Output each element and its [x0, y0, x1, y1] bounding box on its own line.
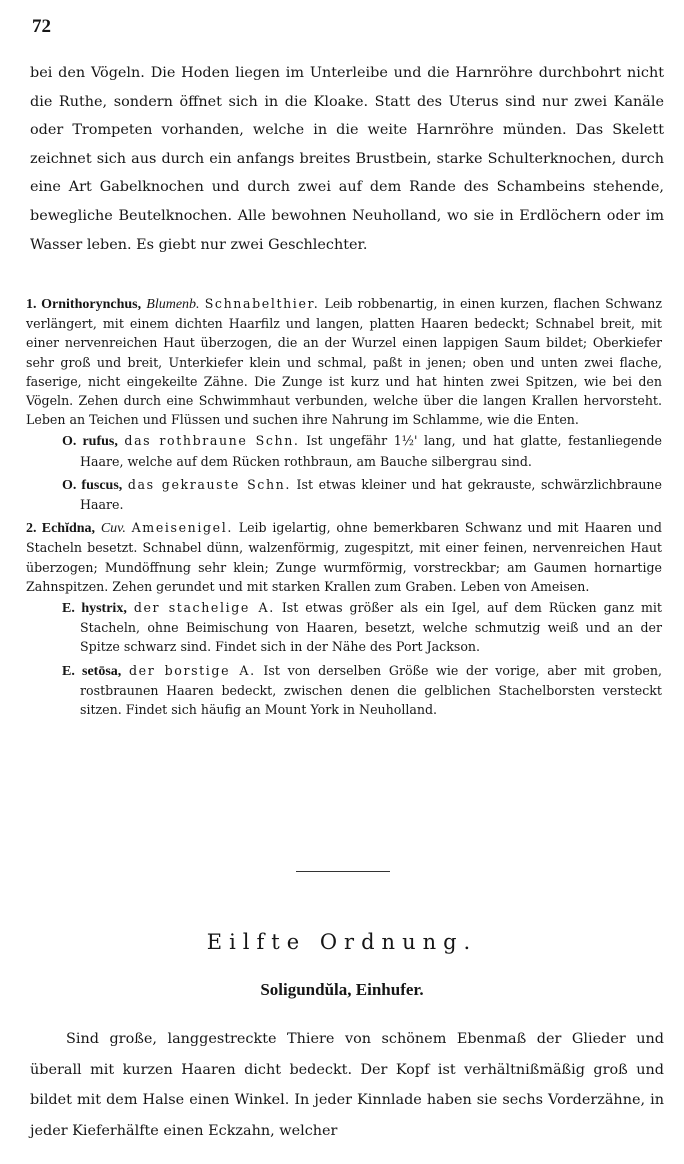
entry-description: Leib robbenartig, in einen kurzen, flachen Schwanz verlängert, mit einem dichten Haarfilz und langen, platten Haaren bedeckt; Schnabel breit, mit einer nervenreichen Haut überzogen, die an der Wurzel einen lappigen Saum bildet; Oberkiefer sehr groß und breit, Unterkiefer klein und schmal, paßt in jenen; oben und unten zwei flache, faserige, nicht eingekeilte Zähne. Die Zunge ist kurz und hat hinten zwei Spitzen, wie bei den Vögeln. Zehen durch eine Schwimmhaut verbunden, welche über die langen Krallen hervorsteht. Leben an Teichen und Flüssen und suchen ihre Nahrung im Schlamme, wie die Enten.	[26, 296, 662, 428]
entry-latin-name: E. hystrix,	[62, 601, 127, 617]
entry-description: Ist etwas größer als ein Igel, auf dem Rücken ganz mit Stacheln, ohne Beimischung von Haaren, besetzt, welche schmutzig weiß und an der Spitze schwarz sind. Findet sich in der Nähe des Port Jackson.	[80, 600, 662, 655]
entry-echidna	[26, 518, 662, 596]
entry-latin-name: 2. Echĭdna,	[26, 521, 96, 537]
entry-description: Ist etwas kleiner und hat gekrauste, schwärzlichbraune Haare.	[80, 476, 663, 513]
entry-latin-name: O. fuscus,	[62, 477, 123, 493]
entry-german-name: Ameisenigel.	[131, 520, 233, 536]
entry-description: Ist von derselben Größe wie der vorige, aber mit groben, rostbraunen Haaren bedeckt, zwischen denen die gelblichen Stachelborsten versteckt sitzen. Findet sich häufig an Mount York in Neuholland.	[80, 662, 662, 718]
entry-latin-name: O. rufus,	[62, 434, 118, 450]
entry-german-name: der stachelige A.	[133, 600, 275, 616]
entry-e-hystrix	[26, 598, 662, 657]
entry-description: Ist ungefähr 1½' lang, und hat glatte, festanliegende Haare, welche auf dem Rücken rothbraun, am Bauche silbergrau sind.	[80, 433, 662, 469]
family-latin-name: Soligundŭla,	[260, 980, 352, 999]
entry-ornithorynchus	[26, 294, 662, 429]
entry-latin-name: E. setōsa,	[62, 663, 122, 679]
family-heading	[0, 980, 684, 1000]
entry-german-name: der borstige A.	[128, 662, 256, 678]
entry-author: Blumenb.	[146, 297, 200, 312]
section-divider	[296, 871, 390, 872]
entry-description: Leib igelartig, ohne bemerkbaren Schwanz und mit Haaren und Stacheln besetzt. Schnabel dünn, walzenförmig, zugespitzt, mit einer feinen, nervenreichen Haut überzogen; Mundöffnung sehr klein; Zunge wurmförmig, vorstreckbar; am Gaumen hornartige Zahnspitzen. Zehen gerundet und mit starken Krallen zum Graben. Leben von Ameisen.	[26, 520, 662, 594]
entry-o-rufus	[26, 431, 662, 470]
order-heading: Eilfte Ordnung.	[206, 930, 478, 954]
entry-german-name: Schnabelthier.	[204, 296, 320, 311]
intro-paragraph: bei den Vögeln. Die Hoden liegen im Unterleibe und die Harnröhre durchbohrt nicht die Ruthe, sondern öffnet sich in die Kloake. Statt des Uterus sind nur zwei Kanäle oder Trompeten vorhanden, welche in die weite Harnröhre münden. Das Skelett zeichnet sich aus durch ein anfangs breites Brustbein, starke Schulterknochen, durch eine Art Gabelknochen und durch zwei auf dem Rande des Schambeins stehende, bewegliche Beutelknochen. Alle bewohnen Neuholland, wo sie in Erdlöchern oder im Wasser leben. Es giebt nur zwei Geschlechter.	[30, 65, 664, 253]
entry-latin-name: 1. Ornithorynchus,	[26, 297, 142, 312]
family-german-name: Einhufer.	[355, 980, 424, 999]
entry-german-name: das gekrauste Schn.	[127, 476, 291, 492]
closing-paragraph: Sind große, langgestreckte Thiere von schönem Ebenmaß der Glieder und überall mit kurzen Haaren dicht bedeckt. Der Kopf ist verhältnißmäßig groß und bildet mit dem Halse einen Winkel. In jeder Kinnlade haben sie sechs Vorderzähne, in jeder Kieferhälfte einen Eckzahn, welcher	[30, 1031, 664, 1139]
species-entries	[26, 294, 662, 719]
page-number: 72	[32, 16, 51, 37]
entry-german-name: das rothbraune Schn.	[124, 433, 300, 449]
entry-e-setosa	[26, 661, 662, 720]
entry-author: Cuv.	[100, 521, 126, 537]
entry-o-fuscus	[26, 475, 662, 514]
